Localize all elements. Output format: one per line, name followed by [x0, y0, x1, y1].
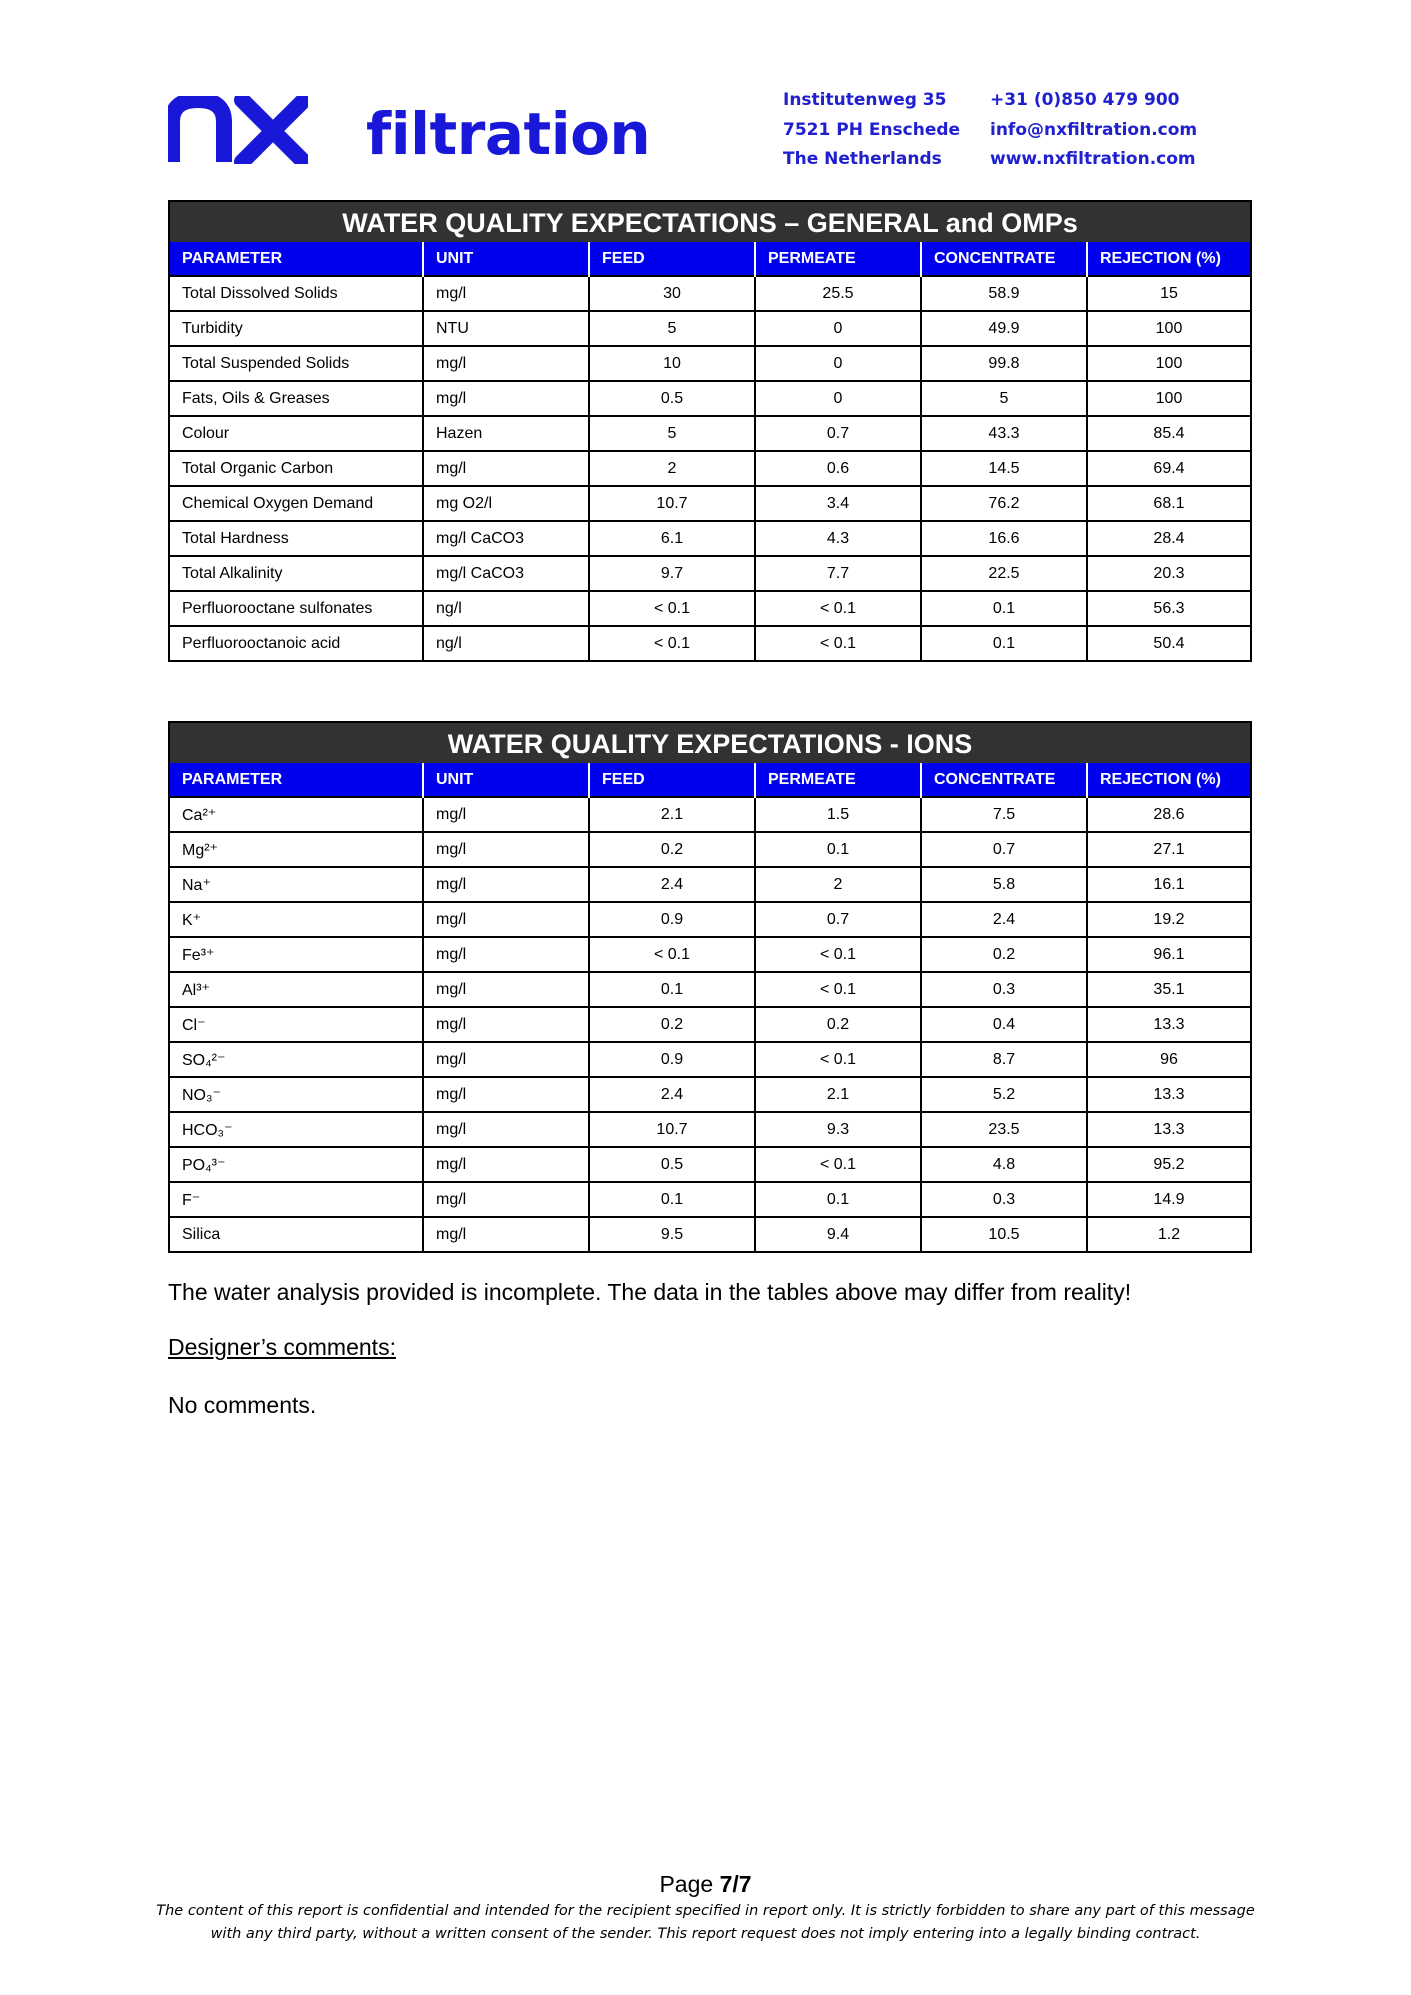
rejection-cell: 13.3 — [1087, 1112, 1250, 1147]
permeate-cell: < 0.1 — [755, 1147, 921, 1182]
parameter-cell: NO₃⁻ — [170, 1077, 423, 1112]
unit-cell: mg/l — [423, 832, 589, 867]
permeate-cell: 9.4 — [755, 1217, 921, 1251]
concentrate-cell: 14.5 — [921, 451, 1087, 486]
table-row — [170, 626, 1250, 660]
table-header-row — [170, 242, 1250, 276]
parameter-cell: Fats, Oils & Greases — [170, 381, 423, 416]
permeate-cell: < 0.1 — [755, 1042, 921, 1077]
ions-table — [168, 721, 1252, 1253]
page-header — [168, 86, 1258, 176]
parameter-cell: Total Dissolved Solids — [170, 276, 423, 311]
feed-cell: 9.5 — [589, 1217, 755, 1251]
unit-cell: mg/l — [423, 1112, 589, 1147]
table-row — [170, 1147, 1250, 1182]
parameter-cell: HCO₃⁻ — [170, 1112, 423, 1147]
table-row — [170, 1217, 1250, 1251]
table-row — [170, 311, 1250, 346]
table-row — [170, 867, 1250, 902]
table-row — [170, 1077, 1250, 1112]
permeate-cell: 0 — [755, 381, 921, 416]
unit-cell: Hazen — [423, 416, 589, 451]
table-row — [170, 1182, 1250, 1217]
col-header: PERMEATE — [755, 763, 921, 797]
parameter-cell: Fe³⁺ — [170, 937, 423, 972]
parameter-cell: Perfluorooctane sulfonates — [170, 591, 423, 626]
rejection-cell: 100 — [1087, 346, 1250, 381]
concentrate-cell: 76.2 — [921, 486, 1087, 521]
page-number — [0, 1871, 1411, 1898]
address-country: The Netherlands — [783, 149, 942, 169]
concentrate-cell: 58.9 — [921, 276, 1087, 311]
rejection-cell: 56.3 — [1087, 591, 1250, 626]
feed-cell: < 0.1 — [589, 591, 755, 626]
table-title: WATER QUALITY EXPECTATIONS - IONS — [170, 723, 1250, 763]
unit-cell: ng/l — [423, 626, 589, 660]
parameter-cell: Total Suspended Solids — [170, 346, 423, 381]
unit-cell: mg/l — [423, 346, 589, 381]
concentrate-cell: 5 — [921, 381, 1087, 416]
feed-cell: 9.7 — [589, 556, 755, 591]
table-row — [170, 451, 1250, 486]
unit-cell: mg/l — [423, 381, 589, 416]
concentrate-cell: 16.6 — [921, 521, 1087, 556]
permeate-cell: 2.1 — [755, 1077, 921, 1112]
disclaimer-line: The content of this report is confidential and intended for the recipient specified in report only. It is strictly forbidden to share any part of this message — [156, 1903, 1255, 1919]
concentrate-cell: 22.5 — [921, 556, 1087, 591]
feed-cell: 0.5 — [589, 381, 755, 416]
feed-cell: 2.1 — [589, 797, 755, 832]
rejection-cell: 35.1 — [1087, 972, 1250, 1007]
feed-cell: 2.4 — [589, 1077, 755, 1112]
website-address: www.nxfiltration.com — [990, 149, 1196, 169]
rejection-cell: 95.2 — [1087, 1147, 1250, 1182]
concentrate-cell: 49.9 — [921, 311, 1087, 346]
col-header: PERMEATE — [755, 242, 921, 276]
parameter-cell: Ca²⁺ — [170, 797, 423, 832]
rejection-cell: 27.1 — [1087, 832, 1250, 867]
address-street: Institutenweg 35 — [783, 90, 947, 110]
phone-number: +31 (0)850 479 900 — [990, 90, 1180, 110]
concentrate-cell: 8.7 — [921, 1042, 1087, 1077]
col-header: REJECTION (%) — [1087, 242, 1250, 276]
feed-cell: 0.1 — [589, 972, 755, 1007]
table-row — [170, 381, 1250, 416]
parameter-cell: K⁺ — [170, 902, 423, 937]
rejection-cell: 20.3 — [1087, 556, 1250, 591]
unit-cell: ng/l — [423, 591, 589, 626]
parameter-cell: Turbidity — [170, 311, 423, 346]
col-header: REJECTION (%) — [1087, 763, 1250, 797]
unit-cell: mg/l — [423, 1147, 589, 1182]
parameter-cell: SO₄²⁻ — [170, 1042, 423, 1077]
rejection-cell: 15 — [1087, 276, 1250, 311]
unit-cell: mg/l — [423, 937, 589, 972]
parameter-cell: Chemical Oxygen Demand — [170, 486, 423, 521]
col-header: FEED — [589, 763, 755, 797]
permeate-cell: < 0.1 — [755, 972, 921, 1007]
disclaimer-line: with any third party, without a written consent of the sender. This report request does not imply entering into a legally binding contract. — [210, 1926, 1201, 1942]
table-row — [170, 797, 1250, 832]
unit-cell: mg/l — [423, 902, 589, 937]
permeate-cell: 2 — [755, 867, 921, 902]
parameter-cell: Al³⁺ — [170, 972, 423, 1007]
concentrate-cell: 0.2 — [921, 937, 1087, 972]
permeate-cell: 0 — [755, 311, 921, 346]
parameter-cell: Silica — [170, 1217, 423, 1251]
permeate-cell: 4.3 — [755, 521, 921, 556]
feed-cell: 0.9 — [589, 902, 755, 937]
concentrate-cell: 7.5 — [921, 797, 1087, 832]
unit-cell: mg/l — [423, 867, 589, 902]
concentrate-cell: 0.1 — [921, 626, 1087, 660]
parameter-cell: Total Organic Carbon — [170, 451, 423, 486]
unit-cell: mg/l CaCO3 — [423, 556, 589, 591]
table-row — [170, 937, 1250, 972]
concentrate-cell: 2.4 — [921, 902, 1087, 937]
unit-cell: NTU — [423, 311, 589, 346]
rejection-cell: 28.4 — [1087, 521, 1250, 556]
nx-logo-icon — [168, 96, 308, 164]
concentrate-cell: 4.8 — [921, 1147, 1087, 1182]
feed-cell: 0.2 — [589, 1007, 755, 1042]
permeate-cell: 0.2 — [755, 1007, 921, 1042]
feed-cell: < 0.1 — [589, 626, 755, 660]
col-header: PARAMETER — [170, 242, 423, 276]
rejection-cell: 50.4 — [1087, 626, 1250, 660]
unit-cell: mg/l — [423, 972, 589, 1007]
unit-cell: mg/l — [423, 1042, 589, 1077]
permeate-cell: 0 — [755, 346, 921, 381]
table-row — [170, 486, 1250, 521]
feed-cell: 0.1 — [589, 1182, 755, 1217]
table-row — [170, 521, 1250, 556]
feed-cell: 10.7 — [589, 1112, 755, 1147]
rejection-cell: 13.3 — [1087, 1007, 1250, 1042]
designer-comments-text: No comments. — [168, 1392, 317, 1418]
table-header-row — [170, 763, 1250, 797]
col-header: FEED — [589, 242, 755, 276]
permeate-cell: < 0.1 — [755, 591, 921, 626]
unit-cell: mg/l CaCO3 — [423, 521, 589, 556]
table-row — [170, 591, 1250, 626]
company-logo — [168, 96, 651, 168]
parameter-cell: Mg²⁺ — [170, 832, 423, 867]
feed-cell: 10 — [589, 346, 755, 381]
unit-cell: mg/l — [423, 276, 589, 311]
permeate-cell: < 0.1 — [755, 937, 921, 972]
feed-cell: 30 — [589, 276, 755, 311]
feed-cell: < 0.1 — [589, 937, 755, 972]
unit-cell: mg/l — [423, 451, 589, 486]
table-row — [170, 1042, 1250, 1077]
permeate-cell: 0.7 — [755, 902, 921, 937]
permeate-cell: 1.5 — [755, 797, 921, 832]
parameter-cell: Na⁺ — [170, 867, 423, 902]
col-header: UNIT — [423, 763, 589, 797]
rejection-cell: 13.3 — [1087, 1077, 1250, 1112]
unit-cell: mg/l — [423, 797, 589, 832]
table-row — [170, 346, 1250, 381]
feed-cell: 2 — [589, 451, 755, 486]
permeate-cell: 9.3 — [755, 1112, 921, 1147]
concentrate-cell: 0.3 — [921, 1182, 1087, 1217]
table-row — [170, 416, 1250, 451]
rejection-cell: 96 — [1087, 1042, 1250, 1077]
table-row — [170, 1007, 1250, 1042]
logo-wordmark: filtration — [366, 100, 651, 168]
parameter-cell: Total Alkalinity — [170, 556, 423, 591]
table-title: WATER QUALITY EXPECTATIONS – GENERAL and OMPs — [170, 202, 1250, 242]
address-block — [783, 86, 960, 175]
permeate-cell: 0.7 — [755, 416, 921, 451]
feed-cell: 10.7 — [589, 486, 755, 521]
unit-cell: mg/l — [423, 1077, 589, 1112]
rejection-cell: 69.4 — [1087, 451, 1250, 486]
contact-block — [990, 86, 1197, 175]
feed-cell: 0.5 — [589, 1147, 755, 1182]
page-count: 7/7 — [719, 1871, 752, 1897]
parameter-cell: PO₄³⁻ — [170, 1147, 423, 1182]
col-header: CONCENTRATE — [921, 763, 1087, 797]
parameter-cell: Total Hardness — [170, 521, 423, 556]
rejection-cell: 19.2 — [1087, 902, 1250, 937]
table-row — [170, 832, 1250, 867]
table-row — [170, 556, 1250, 591]
unit-cell: mg/l — [423, 1007, 589, 1042]
feed-cell: 6.1 — [589, 521, 755, 556]
permeate-cell: < 0.1 — [755, 626, 921, 660]
concentrate-cell: 23.5 — [921, 1112, 1087, 1147]
feed-cell: 2.4 — [589, 867, 755, 902]
concentrate-cell: 0.3 — [921, 972, 1087, 1007]
rejection-cell: 1.2 — [1087, 1217, 1250, 1251]
rejection-cell: 28.6 — [1087, 797, 1250, 832]
page-label: Page — [659, 1871, 720, 1897]
unit-cell: mg/l — [423, 1217, 589, 1251]
permeate-cell: 3.4 — [755, 486, 921, 521]
permeate-cell: 7.7 — [755, 556, 921, 591]
designer-comments-heading: Designer’s comments: — [168, 1334, 396, 1360]
concentrate-cell: 0.4 — [921, 1007, 1087, 1042]
email-address: info@nxfiltration.com — [990, 119, 1198, 140]
permeate-cell: 0.1 — [755, 1182, 921, 1217]
permeate-cell: 0.6 — [755, 451, 921, 486]
parameter-cell: Colour — [170, 416, 423, 451]
feed-cell: 0.2 — [589, 832, 755, 867]
parameter-cell: Perfluorooctanoic acid — [170, 626, 423, 660]
feed-cell: 0.9 — [589, 1042, 755, 1077]
rejection-cell: 16.1 — [1087, 867, 1250, 902]
rejection-cell: 100 — [1087, 311, 1250, 346]
col-header: PARAMETER — [170, 763, 423, 797]
concentrate-cell: 99.8 — [921, 346, 1087, 381]
table-row — [170, 276, 1250, 311]
concentrate-cell: 43.3 — [921, 416, 1087, 451]
unit-cell: mg O2/l — [423, 486, 589, 521]
rejection-cell: 96.1 — [1087, 937, 1250, 972]
rejection-cell: 14.9 — [1087, 1182, 1250, 1217]
table-row — [170, 972, 1250, 1007]
rejection-cell: 100 — [1087, 381, 1250, 416]
concentrate-cell: 0.7 — [921, 832, 1087, 867]
feed-cell: 5 — [589, 416, 755, 451]
incomplete-analysis-note: The water analysis provided is incomplete. The data in the tables above may differ from reality! — [168, 1279, 1132, 1305]
rejection-cell: 68.1 — [1087, 486, 1250, 521]
unit-cell: mg/l — [423, 1182, 589, 1217]
concentrate-cell: 10.5 — [921, 1217, 1087, 1251]
feed-cell: 5 — [589, 311, 755, 346]
rejection-cell: 85.4 — [1087, 416, 1250, 451]
col-header: UNIT — [423, 242, 589, 276]
table-row — [170, 1112, 1250, 1147]
concentrate-cell: 5.2 — [921, 1077, 1087, 1112]
parameter-cell: Cl⁻ — [170, 1007, 423, 1042]
general-table — [168, 200, 1252, 662]
confidentiality-disclaimer — [0, 1900, 1411, 1946]
table-row — [170, 902, 1250, 937]
concentrate-cell: 0.1 — [921, 591, 1087, 626]
permeate-cell: 25.5 — [755, 276, 921, 311]
concentrate-cell: 5.8 — [921, 867, 1087, 902]
parameter-cell: F⁻ — [170, 1182, 423, 1217]
permeate-cell: 0.1 — [755, 832, 921, 867]
col-header: CONCENTRATE — [921, 242, 1087, 276]
address-city: 7521 PH Enschede — [783, 119, 961, 140]
